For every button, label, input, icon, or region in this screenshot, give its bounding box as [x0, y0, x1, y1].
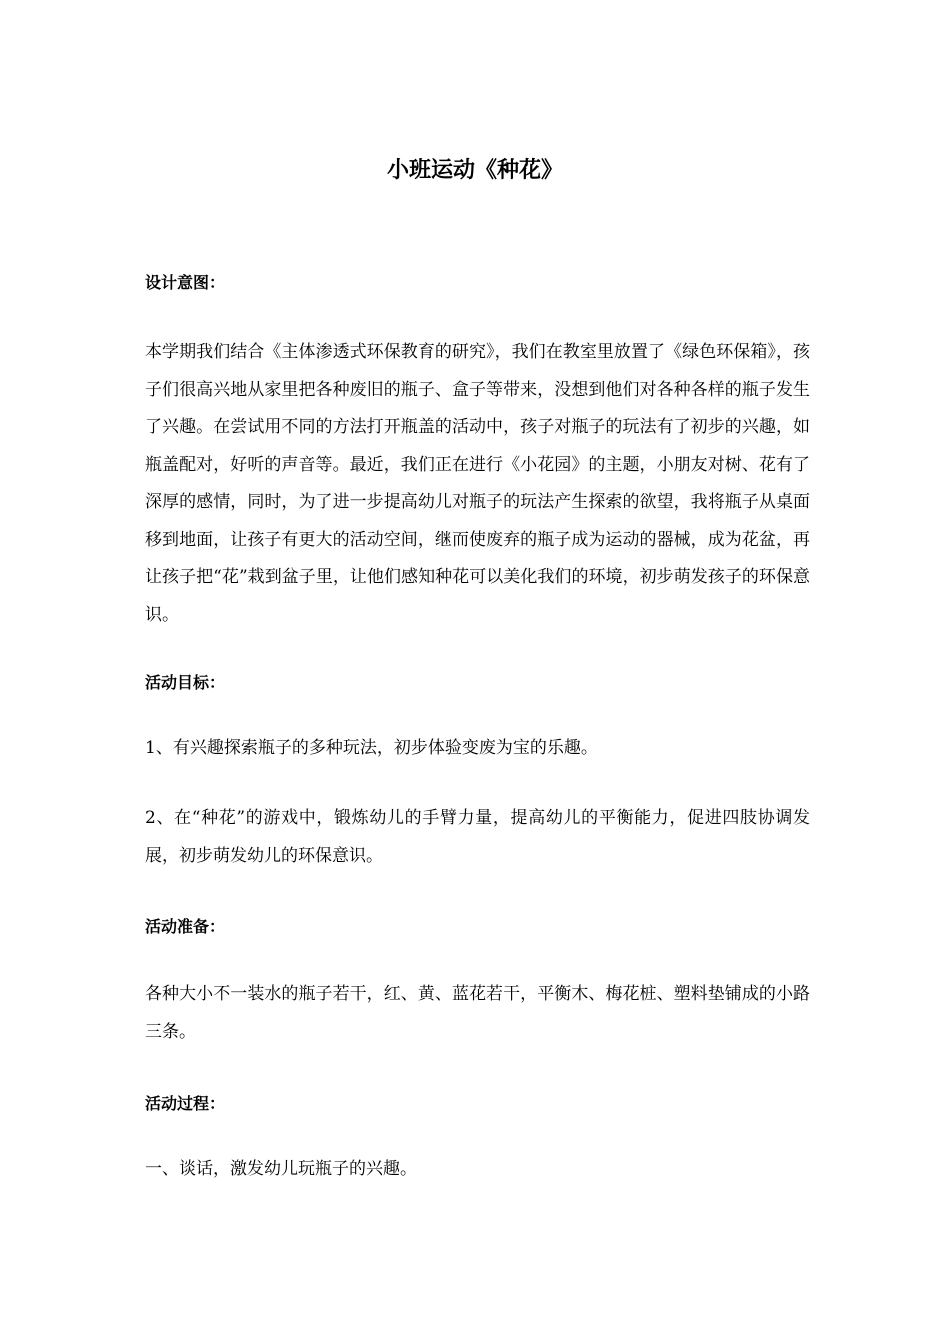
- goal-item-1: 1、有兴趣探索瓶子的多种玩法，初步体验变废为宝的乐趣。: [145, 738, 598, 758]
- process-heading: 活动过程：: [145, 1094, 226, 1113]
- preparation-heading: 活动准备：: [145, 917, 226, 936]
- preparation-paragraph: 各种大小不一装水的瓶子若干，红、黄、蓝花若干，平衡木、梅花桩、塑料垫铺成的小路三条。: [145, 984, 810, 1042]
- goals-heading: 活动目标：: [145, 673, 226, 692]
- goal-item-2: 2、在“种花”的游戏中，锻炼幼儿的手臂力量，提高幼儿的平衡能力，促进四肢协调发展，初步萌发幼儿的环保意识。: [145, 808, 810, 866]
- design-intent-paragraph: 本学期我们结合《主体渗透式环保教育的研究》，我们在教室里放置了《绿色环保箱》，孩子们很高兴地从家里把各种废旧的瓶子、盒子等带来，没想到他们对各种各样的瓶子发生了兴趣。在尝试用不同的方法打开瓶盖的活动中，孩子对瓶子的玩法有了初步的兴趣，如瓶盖配对，好听的声音等。最近，我们正在进行《小花园》的主题，小朋友对树、花有了深厚的感情，同时，为了进一步提高幼儿对瓶子的玩法产生探索的欲望，我将瓶子从桌面移到地面，让孩子有更大的活动空间，继而使废弃的瓶子成为运动的器械，成为花盆，再让孩子把“花”栽到盆子里，让他们感知种花可以美化我们的环境，初步萌发孩子的环保意识。: [145, 342, 810, 625]
- design-intent-heading: 设计意图：: [145, 273, 226, 292]
- document-title: 小班运动《种花》: [386, 157, 563, 183]
- process-step-1: 一、谈话，激发幼儿玩瓶子的兴趣。: [145, 1159, 417, 1179]
